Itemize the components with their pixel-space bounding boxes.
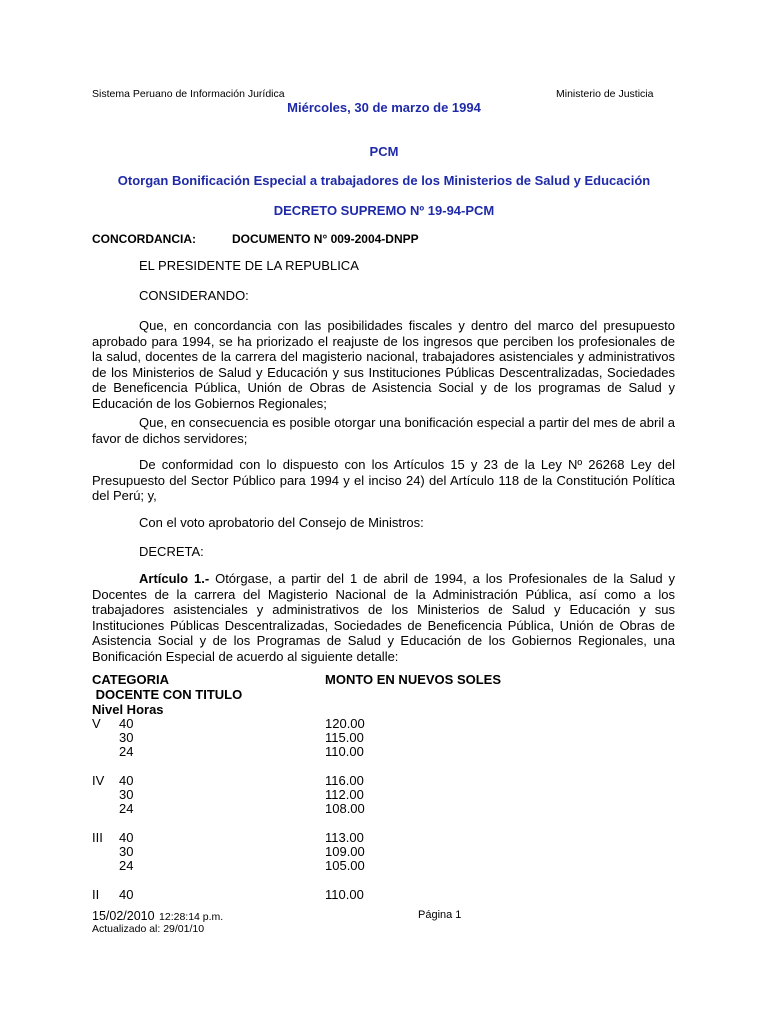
president-heading: EL PRESIDENTE DE LA REPUBLICA <box>139 258 359 273</box>
row-hours: 24 <box>119 744 134 759</box>
paragraph-1: Que, en concordancia con las posibilidades fiscales y dentro del marco del presupuesto aprobado para 1994, se ha priorizado el reajuste de los ingresos que perciben los profesionales de la salud, docentes de la carrera del magisterio nacional, trabajadores asistenciales y administrativos de los Ministerios de Salud y Educación y sus Instituciones Públicas Descentralizadas, Sociedades de Beneficencia Pública, Unión de Obras de Asistencia Social y de los programas de Salud y Educación de los Gobiernos Regionales; <box>92 318 675 411</box>
paragraph-3: De conformidad con lo dispuesto con los Artículos 15 y 23 de la Ley Nº 26268 Ley del Presupuesto del Sector Público para 1994 y el inciso 24) del Artículo 118 de la Constitución Política del Perú; y, <box>92 457 675 503</box>
row-amount: 109.00 <box>325 844 365 859</box>
section-title: PCM <box>369 144 399 159</box>
row-level: V <box>92 716 101 731</box>
row-amount: 116.00 <box>325 773 364 788</box>
footer-updated: Actualizado al: 29/01/10 <box>92 923 205 935</box>
row-hours: 40 <box>119 887 134 902</box>
row-hours: 30 <box>119 730 134 745</box>
concordancia-value: DOCUMENTO N° 009-2004-DNPP <box>232 232 419 246</box>
row-hours: 30 <box>119 844 134 859</box>
table-header-category: CATEGORIA <box>92 672 170 687</box>
row-hours: 30 <box>119 787 134 802</box>
row-level: III <box>92 830 103 845</box>
header-source: Sistema Peruano de Información Jurídica <box>92 88 285 100</box>
row-hours: 40 <box>119 830 134 845</box>
article-1-label: Artículo 1.- <box>139 571 210 586</box>
row-amount: 112.00 <box>325 787 364 802</box>
row-hours: 24 <box>119 801 134 816</box>
table-header-amount: MONTO EN NUEVOS SOLES <box>325 672 502 687</box>
row-amount: 110.00 <box>325 887 364 902</box>
table-subheader-nivel: Nivel Horas <box>92 702 164 717</box>
row-amount: 105.00 <box>325 858 365 873</box>
publication-date: Miércoles, 30 de marzo de 1994 <box>287 100 481 115</box>
row-amount: 110.00 <box>325 744 364 759</box>
document-title: Otorgan Bonificación Especial a trabajadores de los Ministerios de Salud y Educación <box>117 173 651 188</box>
table-subheader-docente: DOCENTE CON TITULO <box>92 687 243 702</box>
row-hours: 40 <box>119 773 134 788</box>
header-ministry: Ministerio de Justicia <box>556 88 654 100</box>
paragraph-4: Con el voto aprobatorio del Consejo de Ministros: <box>139 515 424 530</box>
footer-date: 15/02/2010 <box>92 909 155 923</box>
row-level: IV <box>92 773 105 788</box>
decree-number: DECRETO SUPREMO Nº 19-94-PCM <box>273 203 495 218</box>
row-level: II <box>92 887 100 902</box>
decreta-heading: DECRETA: <box>139 544 204 559</box>
page-number: Página 1 <box>418 909 462 921</box>
row-amount: 115.00 <box>325 730 364 745</box>
row-amount: 113.00 <box>325 830 364 845</box>
concordancia-label: CONCORDANCIA: <box>92 232 196 246</box>
row-hours: 24 <box>119 858 134 873</box>
footer-time: 12:28:14 p.m. <box>159 911 224 923</box>
row-amount: 108.00 <box>325 801 365 816</box>
article-1-text: Otórgase, a partir del 1 de abril de 1994, a los Profesionales de la Salud y Docentes de la carrera del Magisterio Nacional de la Administración Pública, así como a los trabajadores asistenciales y administrativos de los Ministerios de Salud y Educación y sus Instituciones Públicas Descentralizadas, Sociedades de Beneficencia Pública, Unión de Obras de Asistencia Social y de los Programas de Salud y Educación de los Gobiernos Regionales, una Bonificación Especial de acuerdo al siguiente detalle: <box>92 571 675 664</box>
bonus-table <box>0 716 768 902</box>
paragraph-2: Que, en consecuencia es posible otorgar una bonificación especial a partir del mes de abril a favor de dichos servidores; <box>92 415 675 446</box>
article-1 <box>92 571 675 664</box>
row-hours: 40 <box>119 716 134 731</box>
considerando-heading: CONSIDERANDO: <box>139 288 249 303</box>
row-amount: 120.00 <box>325 716 365 731</box>
